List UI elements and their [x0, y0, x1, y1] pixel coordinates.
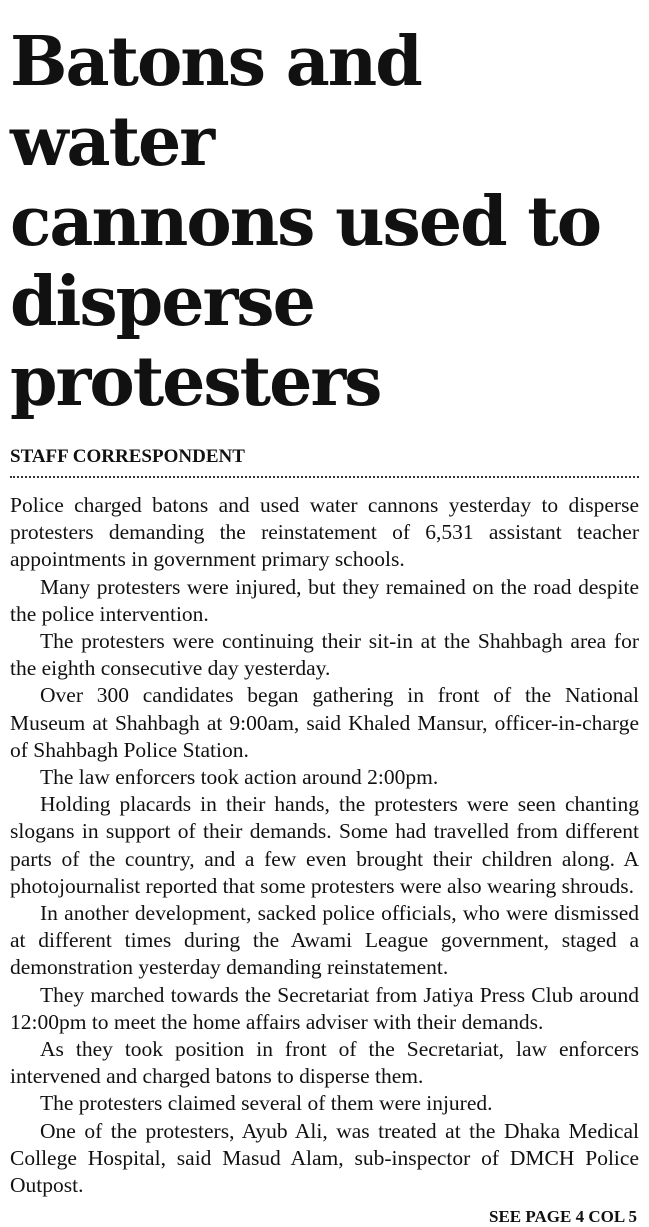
paragraph: As they took position in front of the Secretariat, law enforcers intervened and charged batons to disperse them. — [10, 1037, 639, 1089]
continued-on-page-link[interactable]: SEE PAGE 4 COL 5 — [489, 1207, 637, 1227]
paragraph: Over 300 candidates began gathering in front of the National Museum at Shahbagh at 9:00am, said Khaled Mansur, officer-in-charge of Shahbagh Police Station. — [10, 683, 639, 762]
headline-line-1: Batons and water — [10, 22, 421, 182]
headline-line-2: cannons used to — [10, 182, 601, 262]
headline-line-3: disperse protesters — [10, 262, 381, 422]
headline — [10, 0, 639, 422]
paragraph: The protesters claimed several of them were injured. — [40, 1091, 493, 1116]
news-article — [10, 0, 639, 1227]
paragraph: They marched towards the Secretariat from Jatiya Press Club around 12:00pm to meet the home affairs adviser with their demands. — [10, 982, 639, 1034]
paragraph: One of the protesters, Ayub Ali, was treated at the Dhaka Medical College Hospital, said Masud Alam, sub-inspector of DMCH Police Outpost. — [10, 1118, 639, 1198]
paragraph: Holding placards in their hands, the protesters were seen chanting slogans in support of their demands. Some had travelled from different parts of the country, and a few even brought their children along. A photojournalist reported that some protesters were also wearing shrouds. — [10, 792, 639, 898]
paragraph: The protesters were continuing their sit-in at the Shahbagh area for the eighth consecutive day yesterday. — [10, 629, 639, 681]
paragraph: In another development, sacked police officials, who were dismissed at different times during the Awami League government, staged a demonstration yesterday demanding reinstatement. — [10, 901, 639, 980]
paragraph: Police charged batons and used water cannons yesterday to disperse protesters demanding the reinstatement of 6,531 assistant teacher appointments in government primary schools. — [10, 493, 639, 572]
paragraph: Many protesters were injured, but they remained on the road despite the police intervention. — [10, 574, 639, 626]
paragraph: The law enforcers took action around 2:00pm. — [40, 765, 439, 790]
article-body — [10, 492, 639, 1199]
byline: STAFF CORRESPONDENT — [10, 446, 639, 478]
